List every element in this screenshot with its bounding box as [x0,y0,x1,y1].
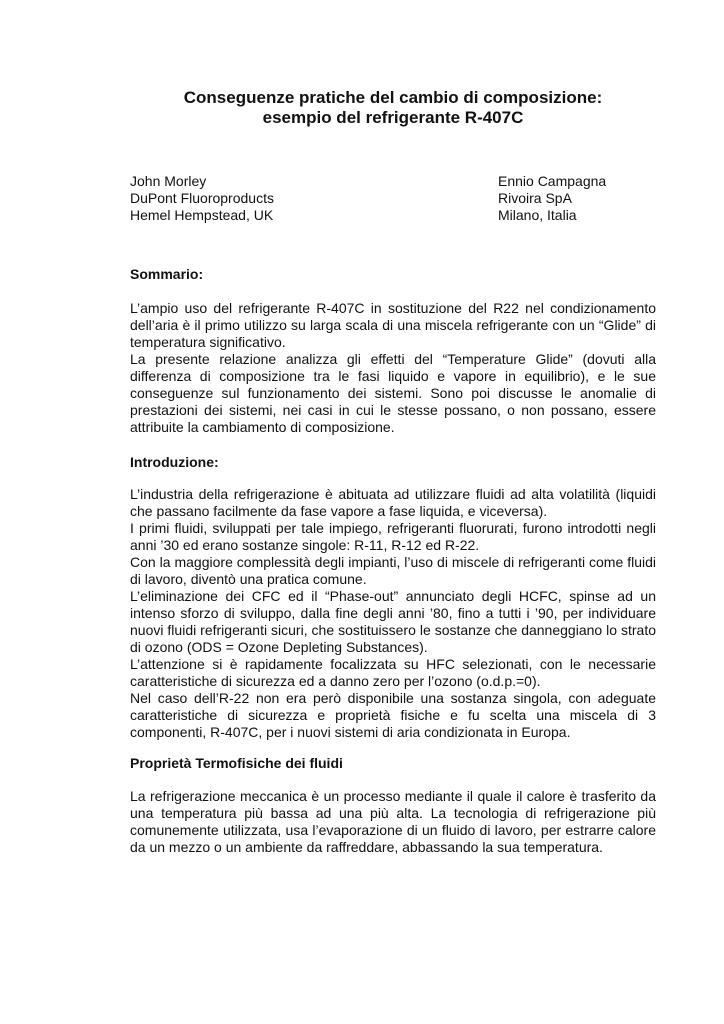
paragraph: Con la maggiore complessità degli impianti, l’uso di miscele di refrigeranti come fluidi di lavoro, diventò una pratica comune. [130,554,656,587]
paragraph: L’attenzione si è rapidamente focalizzata su HFC selezionati, con le necessarie caratteristiche di sicurezza ed a danno zero per l’ozono (o.d.p.=0). [130,656,656,689]
title-line-1: Conseguenze pratiche del cambio di composizione: [183,88,603,107]
author-right-name: Ennio Campagna [498,173,607,189]
document-title [130,88,656,128]
author-left [130,173,274,224]
section-heading-proprieta: Proprietà Termofisiche dei fluidi [130,755,343,771]
section-body-sommario [130,300,656,436]
paragraph: L’industria della refrigerazione è abituata ad utilizzare fluidi ad alta volatilità (liquidi che passano facilmente da fase vapore a fase liquida, e viceversa). [130,486,656,519]
paragraph: La presente relazione analizza gli effetti del “Temperature Glide” (dovuti alla differenza di composizione tra le fasi liquido e vapore in equilibrio), e le sue conseguenze sul funzionamento dei sistemi. Sono poi discusse le anomalie di prestazioni dei sistemi, nei casi in cui le stesse possano, o non possano, essere attribuite la cambiamento di composizione. [130,351,656,435]
paragraph: I primi fluidi, sviluppati per tale impiego, refrigeranti fluorurati, furono introdotti negli anni ’30 ed erano sostanze singole: R-11, R-12 ed R-22. [130,520,656,553]
paragraph: Nel caso dell’R-22 non era però disponibile una sostanza singola, con adeguate caratteristiche di sicurezza e proprietà fisiche e fu scelta una miscela di 3 componenti, R-407C, per i nuovi sistemi di aria condizionata in Europa. [130,690,656,740]
paragraph: L’eliminazione dei CFC ed il “Phase-out” annunciato degli HCFC, spinse ad un intenso sforzo di sviluppo, dalla fine degli anni ’80, fino a tutti i ’90, per individuare nuovi fluidi refrigeranti sicuri, che sostituissero le sostanze che danneggiano lo strato di ozono (ODS = Ozone Depleting Substances). [130,588,656,655]
section-body-proprieta [130,788,656,856]
section-heading-sommario: Sommario: [130,266,204,282]
author-right-company: Rivoira SpA [498,190,572,206]
author-right-location: Milano, Italia [498,207,577,223]
author-right [498,173,606,224]
paragraph: La refrigerazione meccanica è un processo mediante il quale il calore è trasferito da una temperatura più bassa ad una più alta. La tecnologia di refrigerazione più comunemente utilizzata, usa l’evaporazione di un fluido di lavoro, per estrarre calore da un mezzo o un ambiente da raffreddare, abbassando la sua temperatura. [130,788,656,855]
author-left-location: Hemel Hempstead, UK [130,207,274,223]
author-left-name: John Morley [130,173,207,189]
title-line-2: esempio del refrigerante R-407C [262,108,524,127]
section-heading-introduzione: Introduzione: [130,454,219,470]
paragraph: L’ampio uso del refrigerante R-407C in sostituzione del R22 nel condizionamento dell’aria è il primo utilizzo su larga scala di una miscela refrigerante con un “Glide” di temperatura significativo. [130,300,656,350]
author-left-company: DuPont Fluoroproducts [130,190,274,206]
section-body-introduzione [130,486,656,741]
